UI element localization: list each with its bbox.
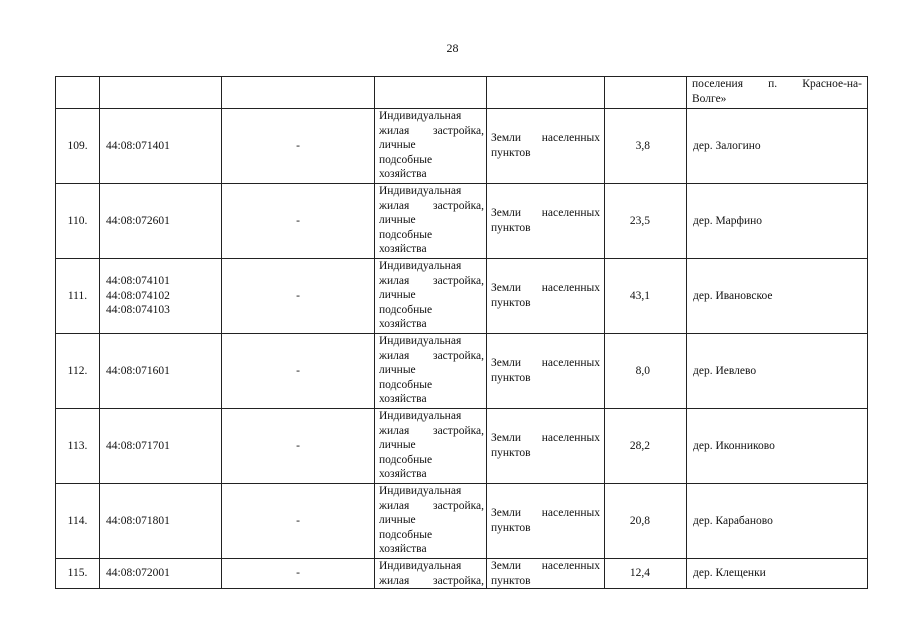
cell-cadastral xyxy=(100,559,222,589)
cell-category xyxy=(487,334,605,409)
cadastral-number: 44:08:074103 xyxy=(106,304,170,317)
category-line: Земли населенных xyxy=(491,507,600,520)
land-registry-table xyxy=(55,76,868,589)
use-line: жилая застройка, xyxy=(379,574,484,587)
cadastral-number: 44:08:071701 xyxy=(106,439,170,452)
use-line: личные xyxy=(379,514,416,527)
cell-use xyxy=(375,109,487,184)
cell-number: 110. xyxy=(56,184,100,259)
location-line: Волге» xyxy=(692,92,727,105)
table-row xyxy=(56,259,868,334)
category-line: пунктов xyxy=(491,297,531,309)
category-line: пунктов xyxy=(491,147,531,159)
use-line: хозяйства xyxy=(379,468,427,481)
cell-location: дер. Карабаново xyxy=(687,484,868,559)
cell-area: 12,4 xyxy=(605,559,687,589)
cell-number: 111. xyxy=(56,259,100,334)
category-line: Земли населенных xyxy=(491,132,600,145)
cell-location: дер. Марфино xyxy=(687,184,868,259)
cell-category xyxy=(487,109,605,184)
cadastral-number: 44:08:072001 xyxy=(106,567,170,580)
use-line: хозяйства xyxy=(379,543,427,556)
use-line: подсобные xyxy=(379,528,433,541)
cell-use xyxy=(375,259,487,334)
cell-use xyxy=(375,409,487,484)
cadastral-number: 44:08:071601 xyxy=(106,364,170,377)
category-line: пунктов xyxy=(491,222,531,234)
use-line: подсобные xyxy=(379,303,433,316)
cell-number: 114. xyxy=(56,484,100,559)
use-line: подсобные xyxy=(379,378,433,391)
cell-category xyxy=(487,559,605,589)
cadastral-number: 44:08:074102 xyxy=(106,289,170,302)
use-line: жилая застройка, xyxy=(379,199,484,212)
cell-location: дер. Клещенки xyxy=(687,559,868,589)
cell-category xyxy=(487,259,605,334)
cell-category xyxy=(487,77,605,109)
use-line: хозяйства xyxy=(379,168,427,181)
cell-location: дер. Иевлево xyxy=(687,334,868,409)
use-line: жилая застройка, xyxy=(379,124,484,137)
table-row-continuation xyxy=(56,77,868,109)
cell-use xyxy=(375,334,487,409)
cell-cadastral xyxy=(100,409,222,484)
cadastral-number: 44:08:071401 xyxy=(106,139,170,152)
cadastral-number: 44:08:071801 xyxy=(106,514,170,527)
cell-use xyxy=(375,559,487,589)
cell-cadastral xyxy=(100,484,222,559)
cell-cadastral xyxy=(100,259,222,334)
category-line: Земли населенных xyxy=(491,282,600,295)
table-row xyxy=(56,109,868,184)
cell-restriction: - xyxy=(222,184,375,259)
cell-number: 112. xyxy=(56,334,100,409)
table-row xyxy=(56,409,868,484)
category-line: Земли населенных xyxy=(491,432,600,445)
use-line: личные xyxy=(379,289,416,302)
use-line: Индивидуальная xyxy=(379,410,462,422)
use-line: личные xyxy=(379,439,416,452)
category-line: Земли населенных xyxy=(491,560,600,572)
use-line: хозяйства xyxy=(379,318,427,331)
cell-cadastral xyxy=(100,77,222,109)
cell-cadastral xyxy=(100,184,222,259)
use-line: личные xyxy=(379,214,416,227)
use-line: подсобные xyxy=(379,153,433,166)
use-line: Индивидуальная xyxy=(379,560,462,572)
cell-cadastral xyxy=(100,334,222,409)
use-line: Индивидуальная xyxy=(379,185,462,197)
page-number: 28 xyxy=(446,41,459,55)
registry-table-body xyxy=(56,77,868,589)
table-row xyxy=(56,484,868,559)
cell-restriction: - xyxy=(222,409,375,484)
cell-location: дер. Иконниково xyxy=(687,409,868,484)
category-line: Земли населенных xyxy=(491,207,600,220)
cell-number: 109. xyxy=(56,109,100,184)
cell-restriction: - xyxy=(222,484,375,559)
use-line: Индивидуальная xyxy=(379,335,462,347)
use-line: Индивидуальная xyxy=(379,260,462,272)
cell-area: 28,2 xyxy=(605,409,687,484)
use-line: жилая застройка, xyxy=(379,424,484,437)
cadastral-number: 44:08:072601 xyxy=(106,214,170,227)
category-line: пунктов xyxy=(491,372,531,384)
cell-area xyxy=(605,77,687,109)
cadastral-number: 44:08:074101 xyxy=(106,275,170,288)
use-line: жилая застройка, xyxy=(379,349,484,362)
cell-number xyxy=(56,77,100,109)
category-line: пунктов xyxy=(491,447,531,459)
cell-area: 20,8 xyxy=(605,484,687,559)
cell-restriction: - xyxy=(222,259,375,334)
use-line: подсобные xyxy=(379,453,433,466)
cell-area: 8,0 xyxy=(605,334,687,409)
table-row xyxy=(56,184,868,259)
table-row xyxy=(56,559,868,589)
cell-area: 43,1 xyxy=(605,259,687,334)
use-line: жилая застройка, xyxy=(379,274,484,287)
use-line: жилая застройка, xyxy=(379,499,484,512)
cell-use xyxy=(375,77,487,109)
cell-restriction: - xyxy=(222,109,375,184)
cell-area: 23,5 xyxy=(605,184,687,259)
cell-use xyxy=(375,184,487,259)
cell-cadastral xyxy=(100,109,222,184)
use-line: личные xyxy=(379,139,416,152)
cell-restriction: - xyxy=(222,559,375,589)
cell-location: дер. Залогино xyxy=(687,109,868,184)
location-line: поселения п. Красное-на- xyxy=(692,78,862,90)
use-line: хозяйства xyxy=(379,243,427,256)
use-line: личные xyxy=(379,364,416,377)
cell-category xyxy=(487,184,605,259)
cell-location: дер. Ивановское xyxy=(687,259,868,334)
cell-number: 115. xyxy=(56,559,100,589)
use-line: подсобные xyxy=(379,228,433,241)
cell-use xyxy=(375,484,487,559)
cell-area: 3,8 xyxy=(605,109,687,184)
table-row xyxy=(56,334,868,409)
category-line: Земли населенных xyxy=(491,357,600,370)
category-line: пунктов xyxy=(491,574,531,587)
cell-restriction xyxy=(222,77,375,109)
cell-number: 113. xyxy=(56,409,100,484)
use-line: Индивидуальная xyxy=(379,110,462,122)
use-line: хозяйства xyxy=(379,393,427,406)
cell-location xyxy=(687,77,868,109)
use-line: Индивидуальная xyxy=(379,485,462,497)
cell-restriction: - xyxy=(222,334,375,409)
cell-category xyxy=(487,484,605,559)
cell-category xyxy=(487,409,605,484)
category-line: пунктов xyxy=(491,522,531,534)
